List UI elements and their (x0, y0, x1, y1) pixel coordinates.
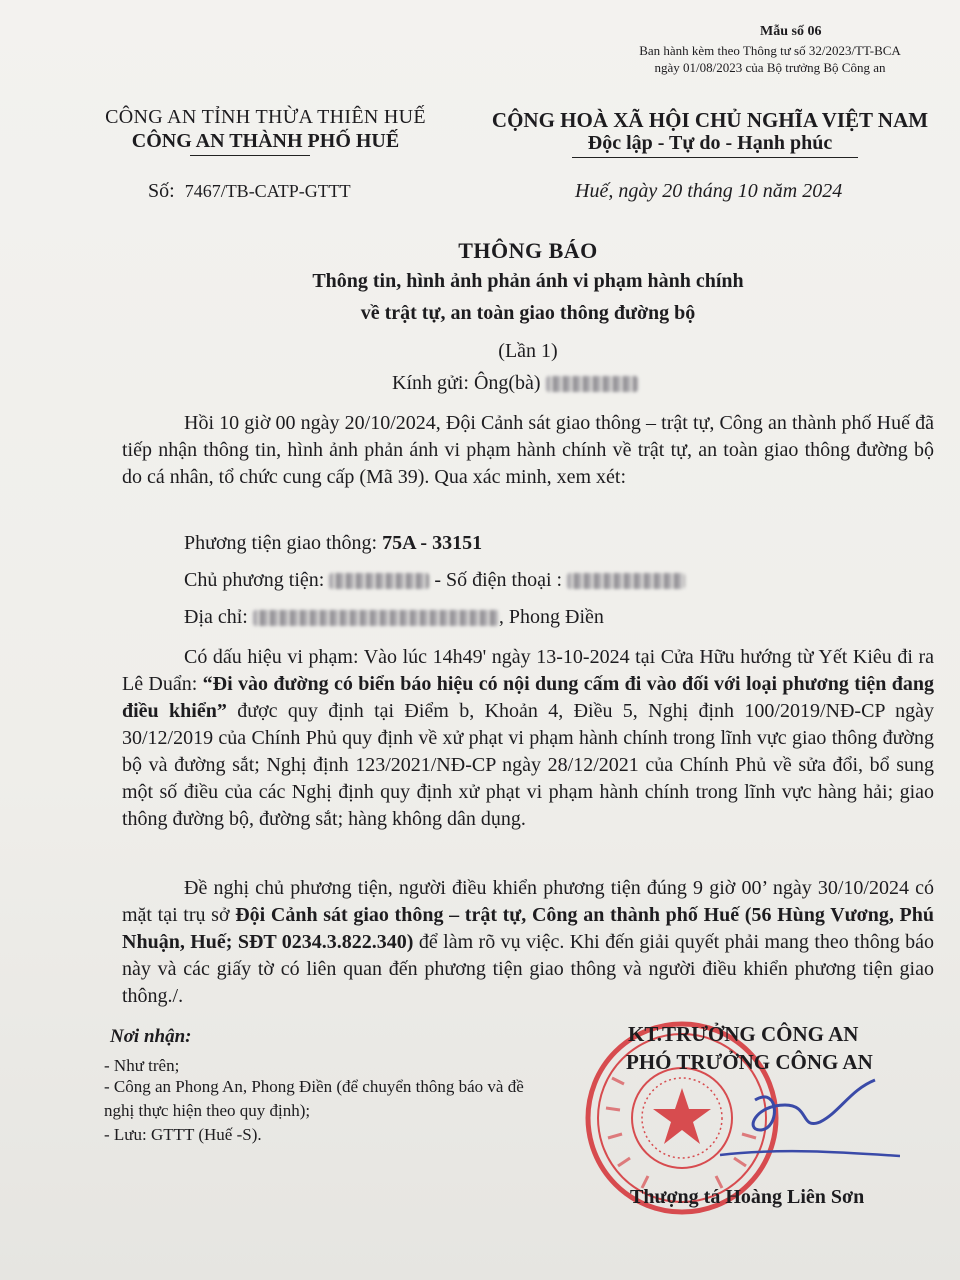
document-number-value: 7467/TB-CATP-GTTT (184, 181, 351, 201)
recipient-item: - Lưu: GTTT (Huế -S). (104, 1125, 262, 1144)
address-line (184, 606, 604, 629)
recipient-item: - Như trên; (104, 1056, 180, 1075)
request-location: Đội Cảnh sát giao thông – trật tự, Công an thành phố Huế (56 Hùng Vương, Phú Nhuận, Huế; SĐT 0234.3.822.340) (122, 904, 935, 953)
redacted-address (253, 610, 499, 626)
vehicle-line (184, 532, 482, 555)
signature-title-2: PHÓ TRƯỞNG CÔNG AN (626, 1050, 873, 1074)
owner-label: Chủ phương tiện: (184, 569, 325, 591)
document-title: THÔNG BÁO (458, 238, 598, 263)
violation-legal-basis: được quy định tại Điểm b, Khoản 4, Điều 5, Nghị định 100/2019/NĐ-CP ngày 30/12/2019 của Chính Phủ quy định về xử phạt vi phạm hành chính trong lĩnh vực giao thông đường bộ và đường sắt; Nghị định 123/2021/NĐ-CP ngày 28/12/2021 của Chính Phủ về sửa đổi, bổ sung một số điều của các Nghị định quy định xử phạt vi phạm hành chính trong lĩnh vực hàng hải; giao thông đường bộ, đường sắt; hàng không dân dụng. (122, 700, 935, 830)
request-rest: để làm rõ vụ việc. Khi đến giải quyết phải mang theo thông báo này và các giấy tờ có liên quan đến phương tiện giao thông và người điều khiển phương tiện giao thông./. (122, 931, 935, 1007)
violation-lead: Có dấu hiệu vi phạm: Vào lúc 14h49' ngày 13-10-2024 tại Cửa Hữu hướng từ Yết Kiêu đi ra Lê Duẩn: (122, 646, 934, 695)
addressee-label: Kính gửi: Ông(bà) (392, 372, 541, 394)
redacted-phone (567, 573, 685, 589)
org-underline (190, 155, 310, 156)
violation-paragraph (122, 644, 934, 833)
form-note-line2: ngày 01/08/2023 của Bộ trưởng Bộ Công an (654, 60, 886, 75)
vehicle-label: Phương tiện giao thông: (184, 532, 378, 554)
document-subtitle-1: Thông tin, hình ảnh phản ánh vi phạm hành chính (312, 270, 744, 292)
document-subtitle-2: về trật tự, an toàn giao thông đường bộ (360, 302, 696, 324)
form-code: Mẫu số 06 (760, 24, 822, 39)
request-paragraph (122, 875, 934, 1010)
form-note-line1: Ban hành kèm theo Thông tư số 32/2023/TT-BCA (639, 43, 901, 58)
redacted-owner (329, 573, 429, 589)
phone-label: - Số điện thoại : (434, 569, 563, 591)
address-tail: , Phong Điền (498, 606, 604, 628)
signature-title-1: KT.TRƯỞNG CÔNG AN (628, 1022, 859, 1046)
occurrence-number: (Lần 1) (498, 340, 558, 362)
date-line: Huế, ngày 20 tháng 10 năm 2024 (575, 180, 843, 202)
recipients-title: Nơi nhận: (110, 1026, 192, 1047)
form-note (610, 42, 930, 76)
request-lead: Đề nghị chủ phương tiện, người điều khiển phương tiện đúng 9 giờ 00’ ngày 30/10/2024 có mặt tại trụ sở (122, 877, 934, 926)
motto-underline (572, 157, 858, 158)
national-title: CỘNG HOÀ XÃ HỘI CHỦ NGHĨA VIỆT NAM (491, 108, 929, 132)
issuing-org: CÔNG AN THÀNH PHỐ HUẾ (131, 130, 400, 152)
violation-description: “Đi vào đường có biển báo hiệu có nội dung cấm đi vào đối với loại phương tiện đang điều khiển” (122, 673, 935, 722)
redacted-name (546, 376, 638, 392)
addressee-line (392, 372, 638, 395)
document-number-label: Số: (148, 180, 175, 202)
vehicle-plate: 75A - 33151 (382, 532, 483, 554)
signature-icon (700, 1060, 900, 1170)
address-label: Địa chỉ: (184, 606, 248, 628)
recipient-item: - Công an Phong An, Phong Điền (để chuyển thông báo và đề nghị thực hiện theo quy định); (104, 1077, 524, 1120)
issuing-org-upper: CÔNG AN TỈNH THỪA THIÊN HUẾ (105, 106, 426, 128)
intro-paragraph: Hồi 10 giờ 00 ngày 20/10/2024, Đội Cảnh sát giao thông – trật tự, Công an thành phố Huế đã tiếp nhận thông tin, hình ảnh phản ánh vi phạm hành chính về trật tự, an toàn giao thông đường bộ do cá nhân, tổ chức cung cấp (Mã 39). Qua xác minh, xem xét: (122, 412, 934, 488)
signer-name: Thượng tá Hoàng Liên Sơn (630, 1186, 865, 1208)
document-number (148, 180, 351, 203)
national-motto: Độc lập - Tự do - Hạnh phúc (587, 132, 833, 154)
owner-line (184, 569, 685, 592)
